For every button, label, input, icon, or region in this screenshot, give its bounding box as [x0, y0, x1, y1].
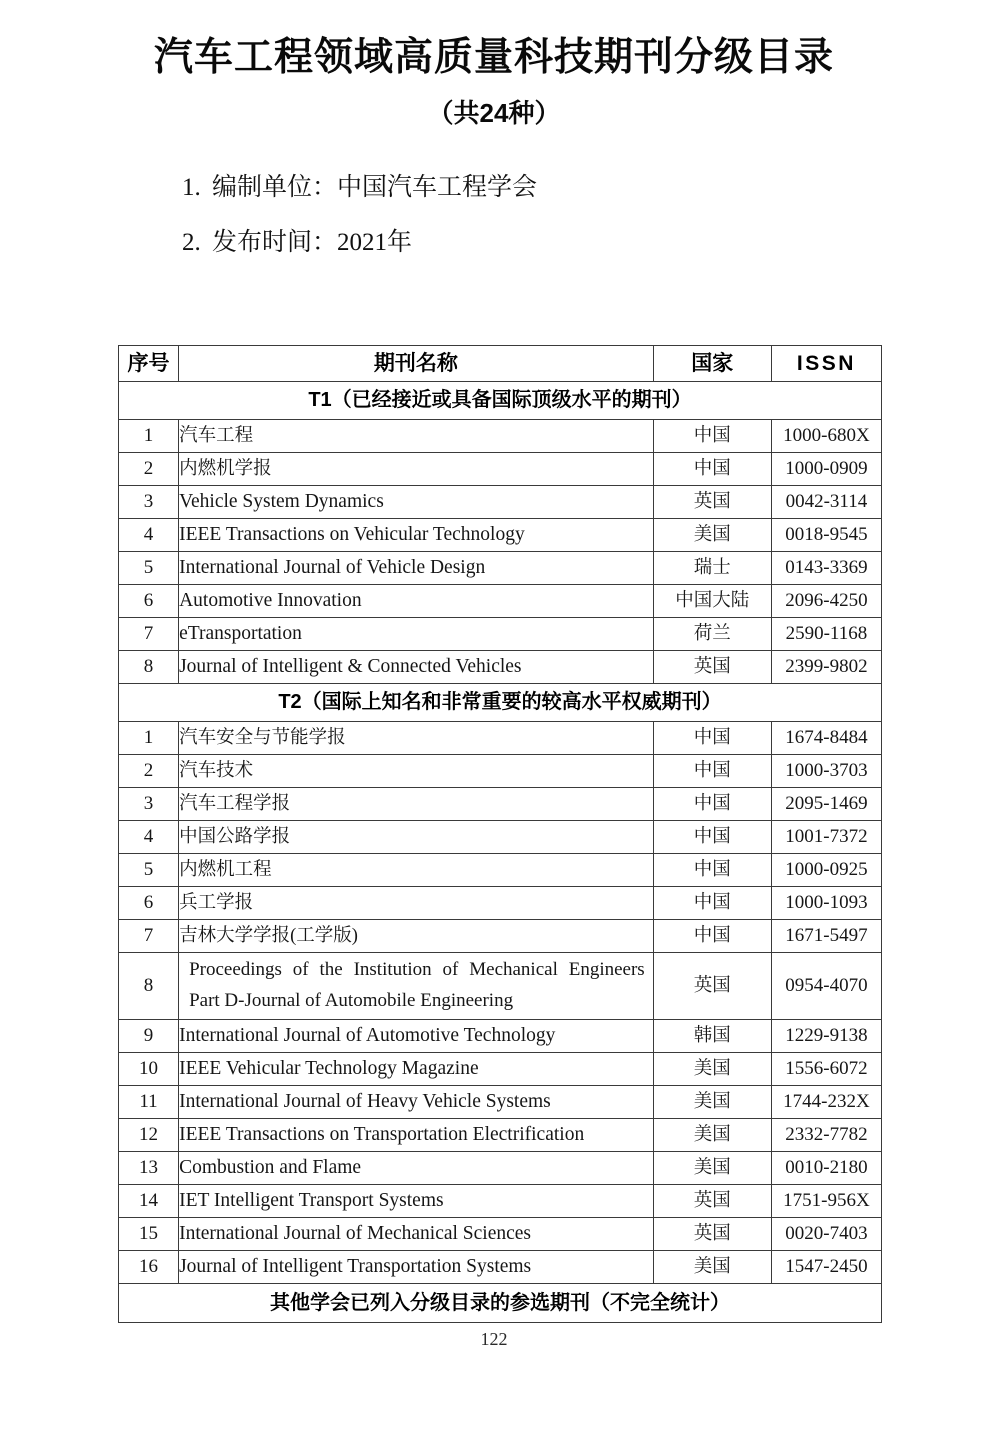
table-row	[119, 618, 882, 651]
cell-country: 美国	[653, 1251, 771, 1284]
cell-index: 5	[119, 552, 179, 585]
cell-issn: 0018-9545	[771, 519, 881, 552]
footer-note: 其他学会已列入分级目录的参选期刊（不完全统计）	[119, 1284, 882, 1323]
cell-index: 4	[119, 821, 179, 854]
table-row	[119, 821, 882, 854]
cell-index: 8	[119, 651, 179, 684]
table-row	[119, 420, 882, 453]
cell-journal-name: Journal of Intelligent & Connected Vehicles	[179, 651, 654, 684]
cell-country: 英国	[653, 486, 771, 519]
table-row	[119, 486, 882, 519]
cell-issn: 0020-7403	[771, 1218, 881, 1251]
cell-journal-name: Combustion and Flame	[179, 1152, 654, 1185]
cell-issn: 1671-5497	[771, 920, 881, 953]
cell-index: 7	[119, 920, 179, 953]
cell-index: 10	[119, 1053, 179, 1086]
cell-issn: 1000-0925	[771, 854, 881, 887]
metadata-item-2-label: 发布时间：2021年	[212, 228, 413, 256]
section-header-t1: T1（已经接近或具备国际顶级水平的期刊）	[119, 382, 882, 420]
cell-index: 12	[119, 1119, 179, 1152]
cell-index: 4	[119, 519, 179, 552]
cell-issn: 1744-232X	[771, 1086, 881, 1119]
metadata-item-1	[0, 175, 988, 200]
section-header-t2: T2（国际上知名和非常重要的较高水平权威期刊）	[119, 684, 882, 722]
cell-journal-name: International Journal of Heavy Vehicle Systems	[179, 1086, 654, 1119]
cell-country: 瑞士	[653, 552, 771, 585]
cell-index: 14	[119, 1185, 179, 1218]
cell-issn: 0954-4070	[771, 953, 881, 1020]
cell-index: 1	[119, 420, 179, 453]
cell-issn: 1751-956X	[771, 1185, 881, 1218]
table-row	[119, 788, 882, 821]
table-row	[119, 755, 882, 788]
cell-journal-name: International Journal of Automotive Technology	[179, 1020, 654, 1053]
cell-journal-name: IEEE Transactions on Transportation Electrification	[179, 1119, 654, 1152]
table-row	[119, 1119, 882, 1152]
cell-journal-name-line-1: Proceedings of the Institution of Mechanical Engineers	[189, 959, 645, 981]
cell-issn: 1000-3703	[771, 755, 881, 788]
cell-journal-name: 内燃机学报	[179, 453, 654, 486]
metadata-item-1-label: 编制单位：中国汽车工程学会	[212, 173, 538, 201]
cell-index: 6	[119, 585, 179, 618]
table-row	[119, 1251, 882, 1284]
table-footer-row	[119, 1284, 882, 1323]
cell-country: 中国	[653, 453, 771, 486]
cell-index: 2	[119, 755, 179, 788]
cell-index: 15	[119, 1218, 179, 1251]
cell-index: 9	[119, 1020, 179, 1053]
cell-index: 3	[119, 788, 179, 821]
cell-issn: 2095-1469	[771, 788, 881, 821]
cell-issn: 0042-3114	[771, 486, 881, 519]
table-row	[119, 1218, 882, 1251]
cell-index: 8	[119, 953, 179, 1020]
table-row	[119, 920, 882, 953]
page-subtitle: （共24种）	[427, 97, 561, 128]
cell-journal-name: 吉林大学学报(工学版)	[179, 920, 654, 953]
cell-issn: 2399-9802	[771, 651, 881, 684]
cell-journal-name: 汽车技术	[179, 755, 654, 788]
column-header-index: 序号	[119, 346, 179, 382]
journal-table	[118, 345, 882, 1323]
page-title: 汽车工程领域高质量科技期刊分级目录	[153, 36, 834, 79]
cell-country: 中国	[653, 887, 771, 920]
cell-country: 中国	[653, 755, 771, 788]
cell-country: 中国大陆	[653, 585, 771, 618]
cell-country: 英国	[653, 651, 771, 684]
table-row	[119, 585, 882, 618]
cell-journal-name: 汽车工程	[179, 420, 654, 453]
cell-index: 2	[119, 453, 179, 486]
cell-journal-name: 汽车安全与节能学报	[179, 722, 654, 755]
table-row	[119, 651, 882, 684]
cell-index: 16	[119, 1251, 179, 1284]
cell-journal-name: 内燃机工程	[179, 854, 654, 887]
cell-country: 中国	[653, 920, 771, 953]
cell-index: 1	[119, 722, 179, 755]
cell-issn: 1547-2450	[771, 1251, 881, 1284]
cell-journal-name: IEEE Transactions on Vehicular Technology	[179, 519, 654, 552]
journal-table-container	[118, 345, 882, 1323]
cell-country: 中国	[653, 854, 771, 887]
cell-journal-name-line-2: Part D-Journal of Automobile Engineering	[189, 990, 514, 1011]
table-row	[119, 453, 882, 486]
cell-journal-name: Automotive Innovation	[179, 585, 654, 618]
cell-country: 美国	[653, 1119, 771, 1152]
table-row	[119, 722, 882, 755]
cell-journal-name: 兵工学报	[179, 887, 654, 920]
column-header-country: 国家	[653, 346, 771, 382]
cell-issn: 1556-6072	[771, 1053, 881, 1086]
cell-journal-name: International Journal of Vehicle Design	[179, 552, 654, 585]
table-row	[119, 854, 882, 887]
cell-issn: 2332-7782	[771, 1119, 881, 1152]
cell-index: 5	[119, 854, 179, 887]
cell-issn: 2590-1168	[771, 618, 881, 651]
cell-country: 荷兰	[653, 618, 771, 651]
table-header-row	[119, 346, 882, 382]
metadata-list	[0, 131, 988, 255]
table-row	[119, 1086, 882, 1119]
cell-journal-name: 汽车工程学报	[179, 788, 654, 821]
section-header-row	[119, 382, 882, 420]
cell-country: 中国	[653, 788, 771, 821]
column-header-issn: ISSN	[771, 346, 881, 382]
cell-index: 7	[119, 618, 179, 651]
cell-index: 11	[119, 1086, 179, 1119]
cell-index: 13	[119, 1152, 179, 1185]
cell-index: 3	[119, 486, 179, 519]
column-header-journal-name: 期刊名称	[179, 346, 654, 382]
cell-journal-name	[179, 953, 654, 1020]
cell-country: 美国	[653, 1086, 771, 1119]
cell-journal-name: IET Intelligent Transport Systems	[179, 1185, 654, 1218]
cell-journal-name: IEEE Vehicular Technology Magazine	[179, 1053, 654, 1086]
page-number: 122	[480, 1329, 508, 1349]
table-row	[119, 552, 882, 585]
table-row	[119, 953, 882, 1020]
cell-journal-name: 中国公路学报	[179, 821, 654, 854]
cell-journal-name: eTransportation	[179, 618, 654, 651]
cell-country: 韩国	[653, 1020, 771, 1053]
table-row	[119, 887, 882, 920]
cell-country: 美国	[653, 1152, 771, 1185]
cell-issn: 0010-2180	[771, 1152, 881, 1185]
metadata-item-2	[0, 230, 988, 255]
cell-country: 中国	[653, 420, 771, 453]
cell-issn: 0143-3369	[771, 552, 881, 585]
cell-country: 英国	[653, 953, 771, 1020]
cell-issn: 1674-8484	[771, 722, 881, 755]
cell-country: 英国	[653, 1218, 771, 1251]
cell-country: 美国	[653, 1053, 771, 1086]
cell-country: 英国	[653, 1185, 771, 1218]
cell-journal-name: International Journal of Mechanical Sciences	[179, 1218, 654, 1251]
metadata-item-2-number: 2.	[182, 228, 201, 256]
table-row	[119, 1185, 882, 1218]
table-row	[119, 519, 882, 552]
section-header-row	[119, 684, 882, 722]
cell-index: 6	[119, 887, 179, 920]
cell-country: 中国	[653, 722, 771, 755]
cell-issn: 1229-9138	[771, 1020, 881, 1053]
cell-issn: 1000-0909	[771, 453, 881, 486]
cell-country: 中国	[653, 821, 771, 854]
metadata-item-1-number: 1.	[182, 173, 201, 201]
cell-country: 美国	[653, 519, 771, 552]
cell-issn: 1000-680X	[771, 420, 881, 453]
table-row	[119, 1020, 882, 1053]
cell-issn: 1001-7372	[771, 821, 881, 854]
cell-journal-name: Vehicle System Dynamics	[179, 486, 654, 519]
table-row	[119, 1053, 882, 1086]
table-row	[119, 1152, 882, 1185]
cell-journal-name: Journal of Intelligent Transportation Systems	[179, 1251, 654, 1284]
cell-issn: 2096-4250	[771, 585, 881, 618]
cell-issn: 1000-1093	[771, 887, 881, 920]
